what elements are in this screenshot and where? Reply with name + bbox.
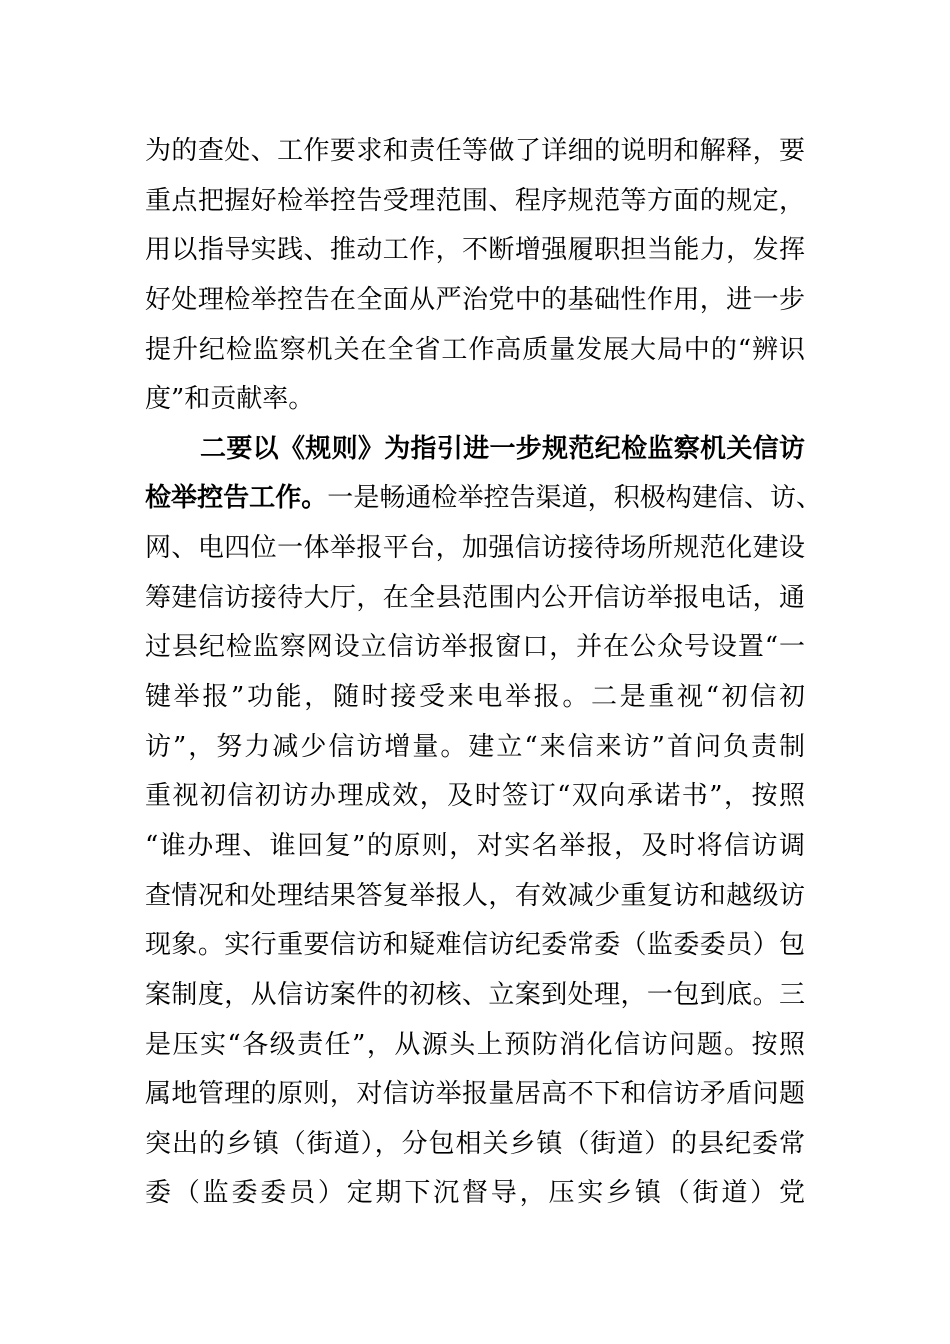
text-line xyxy=(145,524,805,574)
body-text: 重点把握好检举控告受理范围、程序规范等方面的规定， xyxy=(145,185,805,216)
text-line xyxy=(145,226,805,276)
body-text: 好处理检举控告在全面从严治党中的基础性作用，进一步 xyxy=(145,284,805,315)
body-text: 用以指导实践、推动工作，不断增强履职担当能力，发挥 xyxy=(145,235,805,266)
text-line xyxy=(145,474,822,524)
body-text: 重视初信初访办理成效，及时签订“双向承诺书”，按照 xyxy=(145,781,805,812)
body-text: 过县纪检监察网设立信访举报窗口，并在公众号设置“一 xyxy=(145,632,805,663)
body-text: 提升纪检监察机关在全省工作高质量发展大局中的“辨识 xyxy=(145,334,805,365)
document-page xyxy=(145,127,822,1219)
body-text: 委（监委委员）定期下沉督导，压实乡镇（街道）党 xyxy=(145,1178,805,1209)
body-text: 键举报”功能，随时接受来电举报。二是重视“初信初 xyxy=(145,682,805,713)
body-text: “谁办理、谁回复”的原则，对实名举报，及时将信访调 xyxy=(145,830,805,861)
text-line xyxy=(145,921,805,971)
text-line xyxy=(145,772,805,822)
body-text: 属地管理的原则，对信访举报量居高不下和信访矛盾问题 xyxy=(145,1079,805,1110)
text-line xyxy=(145,1120,805,1170)
body-text: 现象。实行重要信访和疑难信访纪委常委（监委委员）包 xyxy=(145,930,805,961)
body-text: 筹建信访接待大厅，在全县范围内公开信访举报电话，通 xyxy=(145,582,805,613)
body-text: 查情况和处理结果答复举报人，有效减少重复访和越级访 xyxy=(145,880,805,911)
text-line xyxy=(145,375,805,425)
text-line xyxy=(145,177,805,227)
text-line xyxy=(145,623,805,673)
body-text: 为的查处、工作要求和责任等做了详细的说明和解释，要 xyxy=(145,136,805,166)
text-line xyxy=(145,673,805,723)
text-line xyxy=(145,276,805,326)
text-line xyxy=(145,574,805,624)
text-line xyxy=(145,127,805,177)
text-line xyxy=(145,425,805,475)
text-line xyxy=(145,872,805,922)
text-line xyxy=(145,1021,805,1071)
body-text: 案制度，从信访案件的初核、立案到处理，一包到底。三 xyxy=(145,979,805,1010)
bold-heading-text: 二要以《规则》为指引进一步规范纪检监察机关信访 xyxy=(200,433,805,464)
text-line xyxy=(145,723,805,773)
bold-heading-text: 检举控告工作。 xyxy=(145,483,328,514)
text-line xyxy=(145,1070,805,1120)
text-line xyxy=(145,822,805,872)
text-line xyxy=(145,971,805,1021)
text-line xyxy=(145,326,805,376)
body-text: 访”，努力减少信访增量。建立“来信来访”首问负责制 xyxy=(145,731,805,762)
body-text: 网、电四位一体举报平台，加强信访接待场所规范化建设 xyxy=(145,533,805,564)
body-text: 突出的乡镇（街道），分包相关乡镇（街道）的县纪委常 xyxy=(145,1128,805,1159)
body-text: 一是畅通检举控告渠道，积极构建信、访、 xyxy=(327,483,822,514)
body-text: 度”和贡献率。 xyxy=(145,384,315,415)
body-text: 是压实“各级责任”，从源头上预防消化信访问题。按照 xyxy=(145,1029,805,1060)
text-line xyxy=(145,1169,805,1219)
